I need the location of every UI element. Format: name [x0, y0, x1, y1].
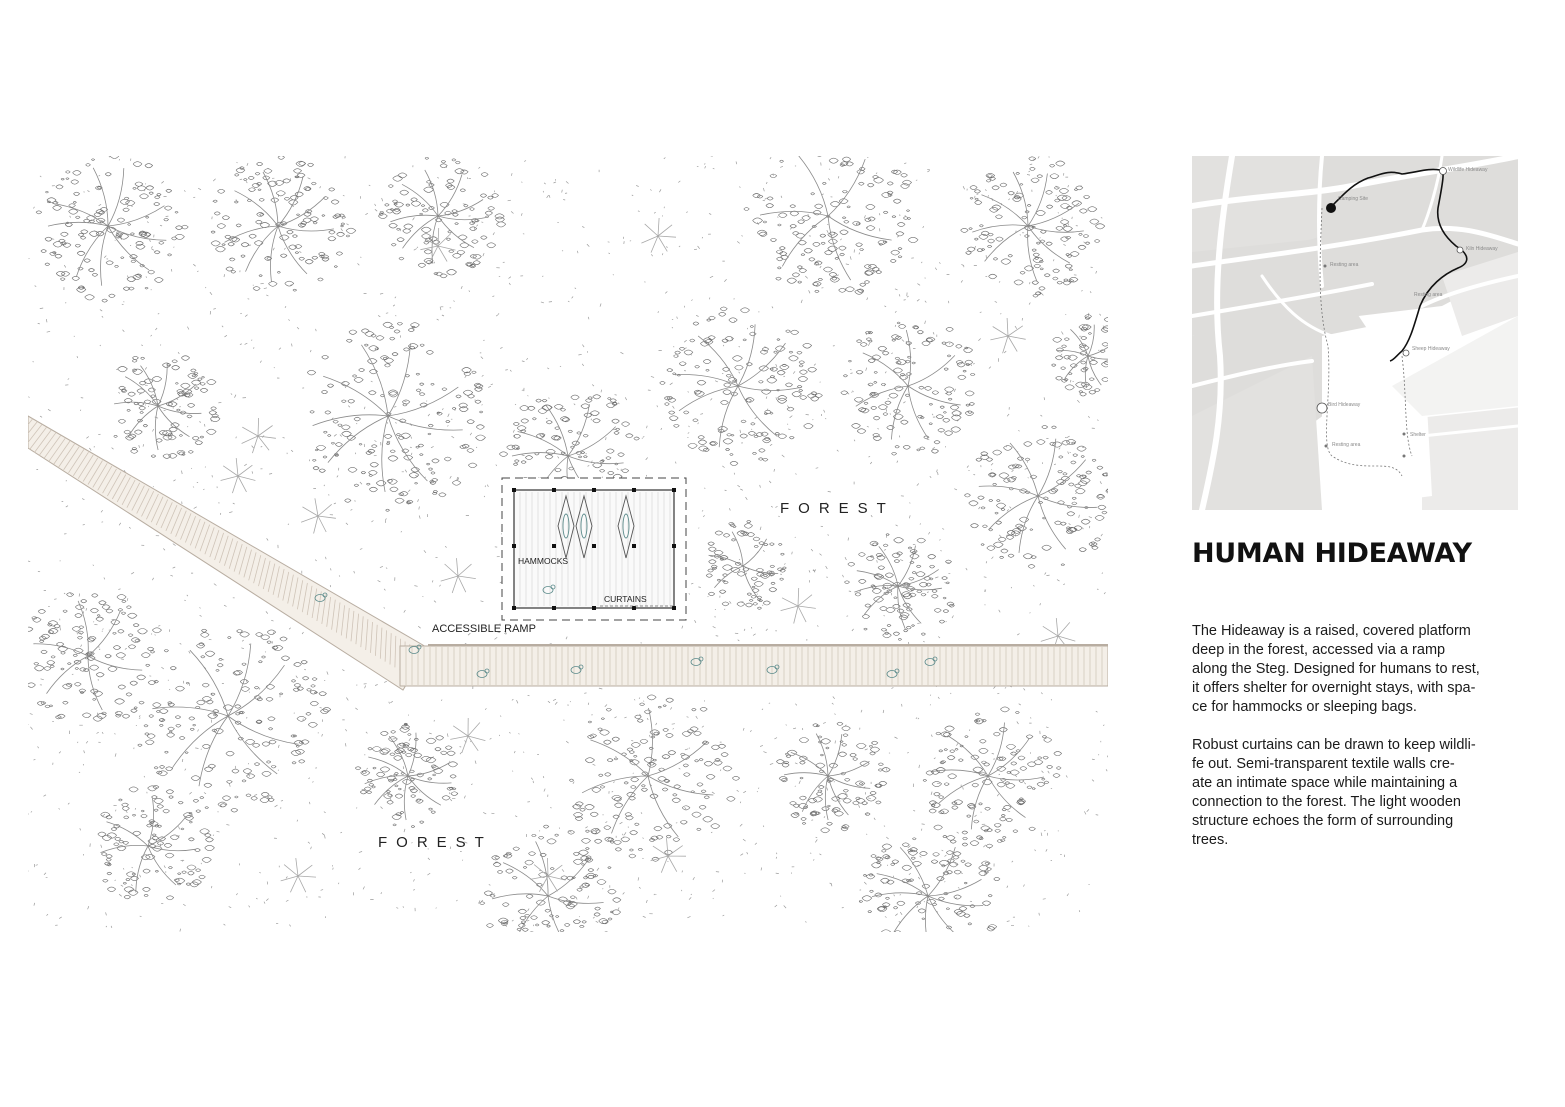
description-paragraph-1 — [1192, 622, 1522, 717]
map-place-camping-site: Camping Site — [1338, 196, 1369, 202]
map-graphic — [1192, 156, 1518, 510]
paragraph-line: connection to the forest. The light wooden — [1192, 794, 1461, 810]
map-place-wildlife-hideaway: Wildlife Hideaway — [1448, 167, 1488, 173]
paragraph-line: trees. — [1192, 832, 1229, 848]
map-place-kiln-hideaway: Kiln Hideaway — [1466, 246, 1498, 252]
paragraph-line: structure echoes the form of surrounding — [1192, 813, 1454, 829]
paragraph-line: Robust curtains can be drawn to keep wildli- — [1192, 737, 1476, 753]
map-place-resting-area-2: Resting area — [1414, 292, 1443, 298]
map-place-bird-hideaway: Bird Hideaway — [1328, 402, 1361, 408]
paragraph-line: deep in the forest, accessed via a ramp — [1192, 642, 1446, 658]
plan-drawing — [28, 156, 1108, 932]
map-place-resting-area-3: Resting area — [1332, 442, 1361, 448]
paragraph-line: along the Steg. Designed for humans to rest, — [1192, 661, 1480, 677]
hammocks-label: HAMMOCKS — [518, 556, 569, 566]
page-title: HUMAN HIDEAWAY — [1192, 538, 1472, 569]
paragraph-line: fe out. Semi-transparent textile walls cre- — [1192, 756, 1455, 772]
paragraph-line: it offers shelter for overnight stays, with spa- — [1192, 680, 1476, 696]
forest-label-north: FOREST — [780, 500, 895, 517]
site-plan — [28, 156, 1108, 932]
curtains-label: CURTAINS — [604, 594, 647, 604]
hideaway-structure — [502, 478, 686, 620]
map-place-sheep-hideaway: Sheep Hideaway — [1412, 346, 1450, 352]
map-place-shelter: Shelter — [1410, 432, 1426, 438]
location-map — [1192, 156, 1518, 510]
map-place-resting-area-1: Resting area — [1330, 262, 1359, 268]
camp-marker — [1326, 203, 1336, 213]
paragraph-line: ate an intimate space while maintaining a — [1192, 775, 1458, 791]
description-paragraph-2 — [1192, 736, 1522, 850]
ramp-label: ACCESSIBLE RAMP — [432, 623, 536, 635]
forest-label-south: FOREST — [378, 834, 493, 851]
paragraph-line: ce for hammocks or sleeping bags. — [1192, 699, 1417, 715]
paragraph-line: The Hideaway is a raised, covered platform — [1192, 623, 1471, 639]
